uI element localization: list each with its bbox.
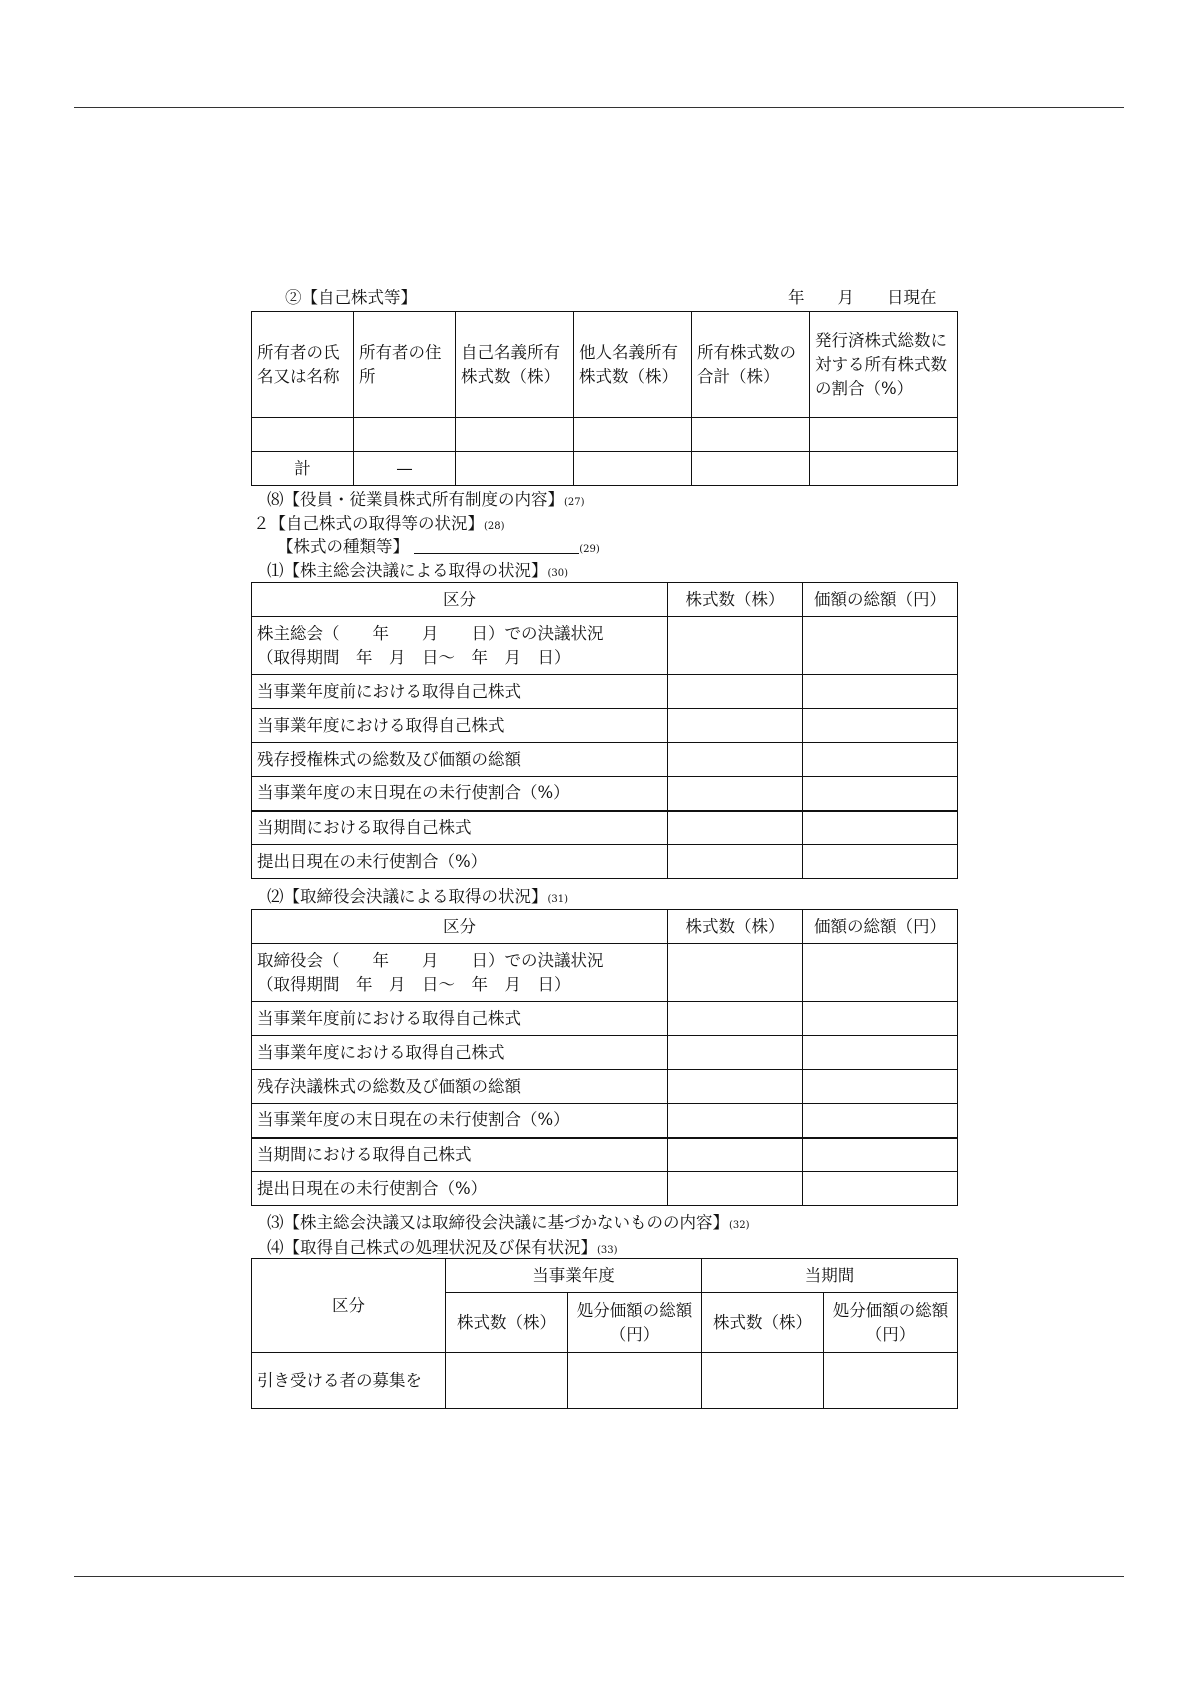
cell-empty bbox=[803, 944, 958, 1002]
disposal-amount-line2: （円） bbox=[865, 1324, 916, 1344]
cell-empty bbox=[668, 1036, 803, 1070]
t4-note: (33) bbox=[597, 1245, 618, 1256]
cell-empty bbox=[668, 1002, 803, 1036]
table-row-label: 提出日現在の未行使割合（%） bbox=[252, 1172, 668, 1206]
item2-heading bbox=[253, 514, 505, 537]
table-row-label: 引き受ける者の募集を bbox=[252, 1353, 446, 1409]
cell-empty bbox=[803, 1002, 958, 1036]
table-row-label: 当事業年度の末日現在の未行使割合（%） bbox=[252, 1104, 668, 1138]
cell-empty bbox=[692, 418, 810, 452]
t2-note: (31) bbox=[547, 894, 569, 905]
cell-empty bbox=[668, 1138, 803, 1172]
item8-note: (27) bbox=[564, 497, 585, 508]
header-current-fiscal-year: 当事業年度 bbox=[446, 1259, 702, 1293]
disposal-amount-line2: （円） bbox=[609, 1324, 660, 1344]
header-other-name-shares: 他人名義所有株式数（株） bbox=[574, 312, 692, 418]
t2-label: ⑵【取締役会決議による取得の状況】 bbox=[267, 887, 548, 906]
cell-empty bbox=[803, 811, 958, 845]
disposal-holding-table bbox=[251, 1258, 958, 1409]
header-total-shares: 所有株式数の合計（株） bbox=[692, 312, 810, 418]
cell-empty bbox=[824, 1353, 958, 1409]
cell-empty bbox=[702, 1353, 824, 1409]
disposal-amount-line1: 処分価額の総額 bbox=[832, 1300, 949, 1320]
cell-empty bbox=[456, 452, 574, 486]
cell-empty bbox=[803, 777, 958, 811]
header-owner-address: 所有者の住所 bbox=[354, 312, 456, 418]
cell-empty bbox=[668, 811, 803, 845]
header-disposal-amount bbox=[568, 1293, 702, 1353]
stock-kind-heading bbox=[277, 537, 600, 560]
resolution-status-cell bbox=[252, 617, 668, 675]
item2-label: ２【自己株式の取得等の状況】 bbox=[253, 514, 484, 533]
cell-empty bbox=[803, 1036, 958, 1070]
header-ownership-ratio: 発行済株式総数に対する所有株式数の割合（%） bbox=[810, 312, 958, 418]
disposal-amount-line1: 処分価額の総額 bbox=[576, 1300, 693, 1320]
cell-empty bbox=[668, 1172, 803, 1206]
header-shares: 株式数（株） bbox=[702, 1293, 824, 1353]
cell-empty bbox=[456, 418, 574, 452]
top-rule bbox=[74, 107, 1124, 108]
item3-label: ⑶【株主総会決議又は取締役会決議に基づかないものの内容】 bbox=[267, 1213, 729, 1232]
cell-empty bbox=[354, 418, 456, 452]
cell-empty bbox=[574, 418, 692, 452]
header-own-name-shares: 自己名義所有株式数（株） bbox=[456, 312, 574, 418]
resolution-status-cell bbox=[252, 944, 668, 1002]
item3-heading bbox=[267, 1213, 750, 1236]
cell-empty bbox=[803, 743, 958, 777]
stock-kind-label: 【株式の種類等】 bbox=[277, 537, 409, 556]
cell-empty bbox=[574, 452, 692, 486]
stock-kind-blank bbox=[414, 537, 579, 554]
header-shares: 株式数（株） bbox=[668, 910, 803, 944]
cell-empty bbox=[803, 845, 958, 879]
table-row-label: 残存授権株式の総数及び価額の総額 bbox=[252, 743, 668, 777]
cell-empty bbox=[668, 777, 803, 811]
t4-label: ⑷【取得自己株式の処理状況及び保有状況】 bbox=[267, 1238, 597, 1257]
board-resolution-table bbox=[251, 909, 958, 1206]
cell-empty bbox=[803, 617, 958, 675]
cell-empty bbox=[668, 675, 803, 709]
header-category: 区分 bbox=[252, 583, 668, 617]
cell-empty bbox=[668, 845, 803, 879]
header-disposal-amount bbox=[824, 1293, 958, 1353]
cell-empty bbox=[803, 1104, 958, 1138]
item2-note: (28) bbox=[484, 521, 505, 532]
table-row-label: 当事業年度前における取得自己株式 bbox=[252, 675, 668, 709]
header-current-period: 当期間 bbox=[702, 1259, 958, 1293]
header-category: 区分 bbox=[252, 1259, 446, 1353]
cell-empty bbox=[446, 1353, 568, 1409]
cell-empty bbox=[668, 743, 803, 777]
table-row-label: 当事業年度の末日現在の未行使割合（%） bbox=[252, 777, 668, 811]
table-row-label: 当期間における取得自己株式 bbox=[252, 811, 668, 845]
cell-empty bbox=[803, 675, 958, 709]
table-row-label: 残存決議株式の総数及び価額の総額 bbox=[252, 1070, 668, 1104]
table-row-label: 提出日現在の未行使割合（%） bbox=[252, 845, 668, 879]
item3-note: (32) bbox=[729, 1220, 750, 1231]
cell-empty bbox=[803, 1172, 958, 1206]
total-label: 計 bbox=[252, 452, 354, 486]
cell-empty bbox=[668, 944, 803, 1002]
bottom-rule bbox=[74, 1576, 1124, 1577]
table-row-label: 当事業年度前における取得自己株式 bbox=[252, 1002, 668, 1036]
total-address-dash: — bbox=[354, 452, 456, 486]
cell-empty bbox=[810, 452, 958, 486]
item8-heading bbox=[267, 490, 585, 513]
table-row-label: 当事業年度における取得自己株式 bbox=[252, 1036, 668, 1070]
t1-label: ⑴【株主総会決議による取得の状況】 bbox=[267, 561, 548, 580]
header-category: 区分 bbox=[252, 910, 668, 944]
resolution-line1: 取締役会（ 年 月 日）での決議状況 bbox=[257, 950, 604, 970]
cell-empty bbox=[803, 1070, 958, 1104]
cell-empty bbox=[803, 709, 958, 743]
header-amount: 価額の総額（円） bbox=[803, 910, 958, 944]
table-row-label: 当事業年度における取得自己株式 bbox=[252, 709, 668, 743]
shareholder-resolution-table bbox=[251, 582, 958, 879]
resolution-line2: （取得期間 年 月 日～ 年 月 日） bbox=[257, 647, 571, 667]
cell-empty bbox=[668, 1070, 803, 1104]
t2-heading bbox=[267, 887, 568, 910]
t1-heading bbox=[267, 561, 568, 584]
header-shares: 株式数（株） bbox=[446, 1293, 568, 1353]
section-title-treasury-stock: ②【自己株式等】 bbox=[285, 288, 417, 307]
table-row-label: 当期間における取得自己株式 bbox=[252, 1138, 668, 1172]
header-shares: 株式数（株） bbox=[668, 583, 803, 617]
header-amount: 価額の総額（円） bbox=[803, 583, 958, 617]
resolution-line2: （取得期間 年 月 日～ 年 月 日） bbox=[257, 974, 571, 994]
resolution-line1: 株主総会（ 年 月 日）での決議状況 bbox=[257, 623, 604, 643]
cell-empty bbox=[568, 1353, 702, 1409]
cell-empty bbox=[668, 1104, 803, 1138]
cell-empty bbox=[692, 452, 810, 486]
as-of-date-label: 年 月 日現在 bbox=[788, 288, 937, 307]
cell-empty bbox=[668, 617, 803, 675]
cell-empty bbox=[803, 1138, 958, 1172]
cell-empty bbox=[252, 418, 354, 452]
t1-note: (30) bbox=[547, 568, 569, 579]
cell-empty bbox=[810, 418, 958, 452]
treasury-stock-table bbox=[251, 311, 958, 486]
stock-kind-note: (29) bbox=[579, 544, 600, 555]
item8-label: ⑻【役員・従業員株式所有制度の内容】 bbox=[267, 490, 564, 509]
cell-empty bbox=[668, 709, 803, 743]
header-owner-name: 所有者の氏名又は名称 bbox=[252, 312, 354, 418]
